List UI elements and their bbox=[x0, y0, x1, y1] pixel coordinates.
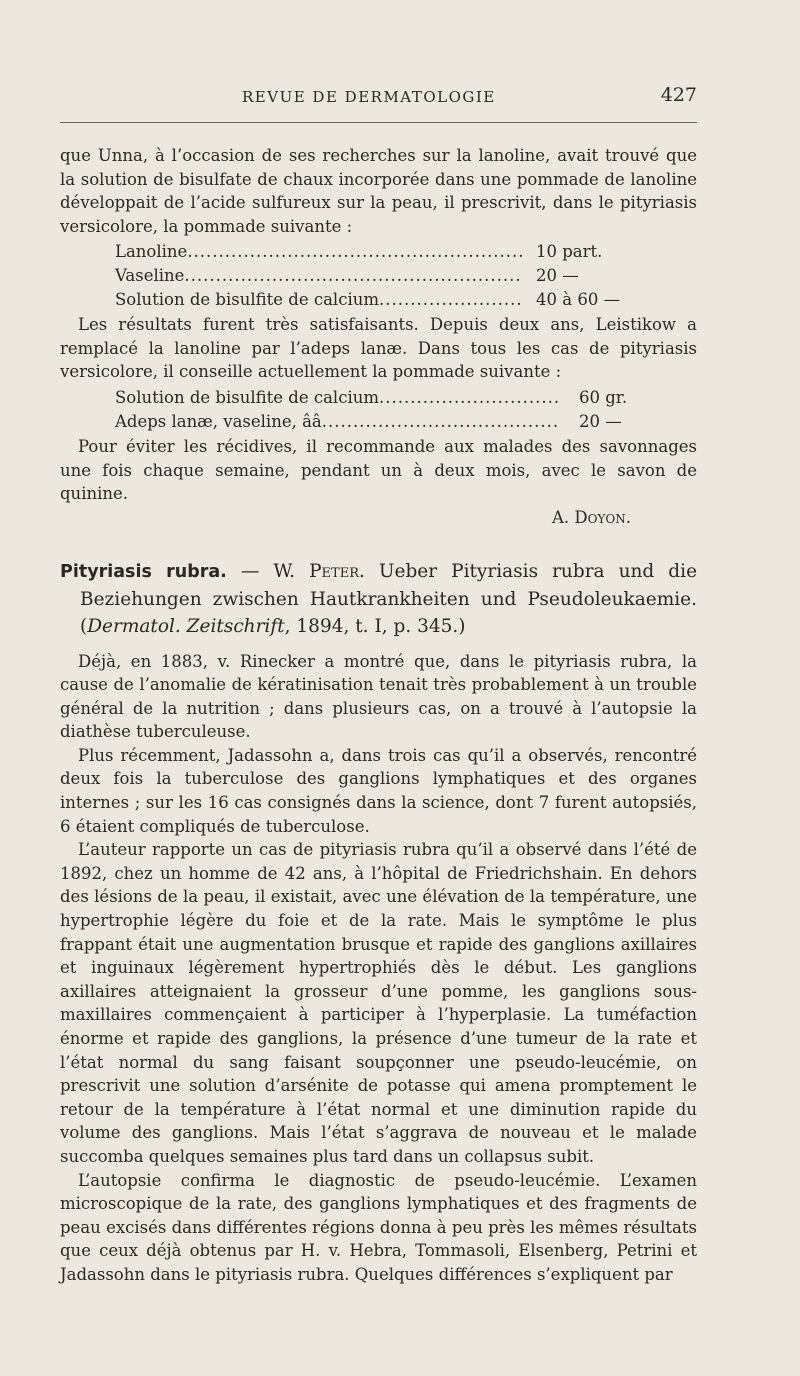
running-title: REVUE DE DERMATOLOGIE bbox=[242, 88, 496, 106]
paragraph: Les résultats furent très satisfaisants. Depuis deux ans, Leistikow a remplacé la lanoline par l’adeps lanæ. Dans tous les cas de pityriasis versicolore, il conseille actuellement la pommade suivante : bbox=[60, 315, 697, 382]
paragraph: que Unna, à l’occasion de ses recherches sur la lanoline, avait trouvé que la solution de bisulfate de chaux incorporée dans une pommade de lanoline développait de l’acide sulfureux sur la peau, il prescrivit, dans le pityriasis versicolore, la pommade suivante : bbox=[60, 146, 697, 236]
quantity: 40 à 60 — bbox=[536, 289, 621, 309]
article-title: Ueber Pityriasis rubra und die Beziehungen zwischen Hautkrankheiten und Pseudoleukaemie. ( bbox=[80, 560, 698, 637]
recipe-list bbox=[115, 240, 638, 311]
article-author: W. Peter. bbox=[273, 560, 365, 582]
recipe-row bbox=[115, 386, 665, 410]
recipe-row bbox=[115, 240, 638, 264]
article-body bbox=[60, 650, 697, 1287]
quantity: 60 gr. bbox=[579, 387, 628, 407]
recipe-list bbox=[115, 386, 665, 433]
article-keyword: Pityriasis rubra. bbox=[60, 561, 227, 582]
journal-name: Dermatol. Zeitschrift bbox=[87, 615, 285, 637]
paragraph: Plus récemment, Jadassohn a, dans trois cas qu’il a observés, rencontré deux fois la tuberculose des ganglions lymphatiques et des organes internes ; sur les 16 cas consignés dans la science, dont 7 furent autopsiés, 6 étaient compliqués de tuberculose. bbox=[60, 745, 697, 836]
page-header bbox=[60, 84, 697, 110]
body-text bbox=[60, 144, 697, 1287]
ingredient: Adeps lanæ, vaseline, ââ bbox=[115, 411, 322, 431]
recipe-row bbox=[115, 288, 638, 312]
quantity: 20 — bbox=[579, 411, 622, 431]
recipe-row bbox=[115, 410, 665, 434]
ingredient: Solution de bisulfite de calcium bbox=[115, 289, 379, 309]
paragraph: Pour éviter les récidives, il recommande aux malades des savonnages une fois chaque semaine, pendant un à deux mois, avec le savon de quinine. bbox=[60, 437, 697, 504]
leader-dots bbox=[322, 410, 559, 434]
header-rule bbox=[60, 122, 697, 123]
paragraph: L’auteur rapporte un cas de pityriasis rubra qu’il a observé dans l’été de 1892, chez un homme de 42 ans, à l’hôpital de Friedrichshain. En dehors des lésions de la peau, il existait, avec une élévation de la température, une hypertrophie légère du foie et de la rate. Mais le symptôme le plus frappant était une augmentation brusque et rapide des ganglions axillaires et inguinaux légèrement hypertrophiés dès le début. Les ganglions axillaires atteignaient la grosseur d’une pomme, les ganglions sous-maxillaires commençaient à participer à l’hyperplasie. La tuméfaction énorme et rapide des ganglions, la présence d’une tumeur de la rate et l’état normal du sang faisant soupçonner une pseudo-leucémie, on prescrivit une solution d’arsénite de potasse qui amena promptement le retour de la température à l’état normal et une diminution rapide du volume des ganglions. Mais l’état s’aggrava de nouveau et le malade succomba quelques semaines plus tard dans un collapsus subit. bbox=[60, 840, 697, 1166]
quantity: 20 — bbox=[536, 265, 579, 285]
paragraph: Déjà, en 1883, v. Rinecker a montré que, dans le pityriasis rubra, la cause de l’anomalie de kératinisation tenait très probablement à un trouble général de la nutrition ; dans plusieurs cas, on a trouvé à l’autopsie la diathèse tuberculeuse. bbox=[60, 651, 697, 742]
leader-dots bbox=[184, 264, 522, 288]
page-number: 427 bbox=[660, 84, 697, 106]
leader-dots bbox=[379, 386, 559, 410]
paragraph: L’autopsie confirma le diagnostic de pseudo-leucémie. L’examen microscopique de la rate, des ganglions lymphatiques et des fragments de peau excisés dans différentes régions donna à peu près les mêmes résultats que ceux déjà obtenus par H. v. Hebra, Tommasoli, Elsenberg, Petrini et Jadassohn dans le pityriasis rubra. Quelques différences s’expliquent par bbox=[60, 1170, 697, 1284]
article-heading bbox=[60, 558, 697, 640]
leader-dots bbox=[187, 240, 522, 264]
ingredient: Lanoline bbox=[115, 242, 188, 262]
citation: , 1894, t. I, p. 345.) bbox=[284, 615, 466, 637]
heading-dash: — bbox=[226, 560, 274, 582]
journal-page bbox=[60, 0, 697, 1376]
recipe-row bbox=[115, 264, 638, 288]
quantity: 10 part. bbox=[536, 242, 603, 262]
ingredient: Solution de bisulfite de calcium bbox=[115, 387, 379, 407]
ingredient: Vaseline bbox=[115, 265, 185, 285]
leader-dots bbox=[379, 288, 522, 312]
signature: A. Doyon. bbox=[552, 507, 631, 527]
